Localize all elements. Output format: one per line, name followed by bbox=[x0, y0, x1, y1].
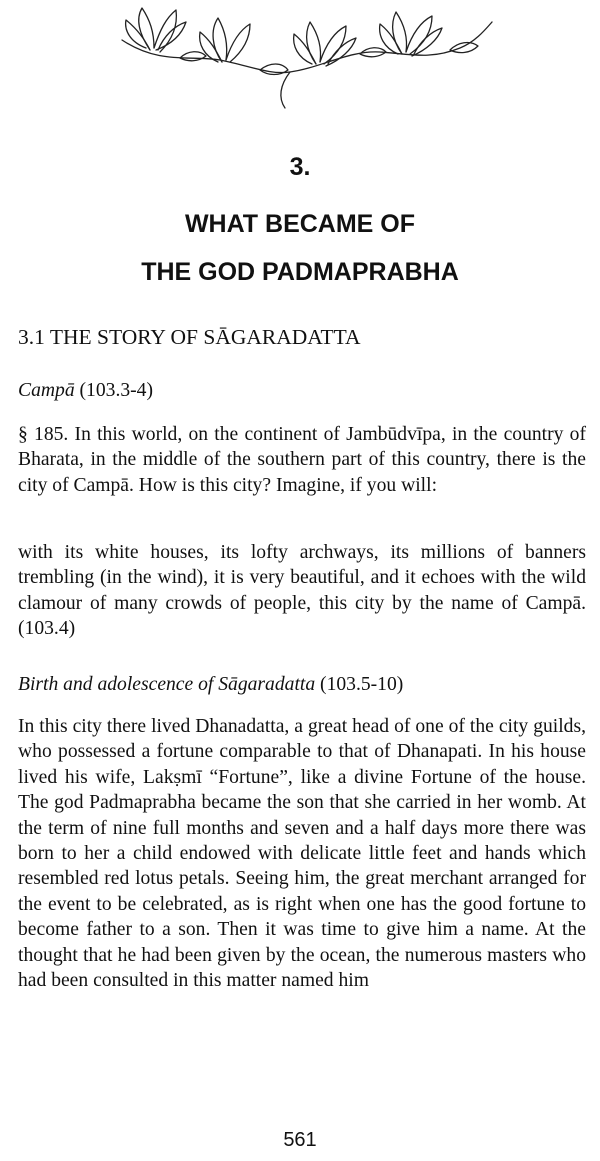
chapter-title-line-2: THE GOD PADMAPRABHA bbox=[141, 258, 459, 286]
subsection-title: Campā bbox=[18, 380, 75, 401]
chapter-title-line-1: WHAT BECAME OF bbox=[184, 210, 416, 238]
lotus-ornament-icon bbox=[120, 0, 500, 110]
chapter-title bbox=[0, 200, 600, 296]
subsection-heading-campa bbox=[18, 378, 586, 403]
chapter-number: 3. bbox=[289, 153, 311, 181]
subsection-ref: (103.5-10) bbox=[315, 674, 404, 695]
paragraph-verse: with its white houses, its lofty archways, its millions of banners trembling (in the wind), it is very beautiful, and it echoes with the wild clamour of many crowds of people, this city by the name of Campā. (103.4) bbox=[18, 542, 586, 640]
subsection-title: Birth and adolescence of Sāgaradatta bbox=[18, 674, 316, 695]
section-heading: 3.1 THE STORY OF SĀGARADATTA bbox=[18, 325, 361, 349]
subsection-ref: (103.3-4) bbox=[74, 380, 153, 401]
paragraph-185: § 185. In this world, on the continent of Jambūdvīpa, in the country of Bharata, in the middle of the southern part of this country, there is the city of Campā. How is this city? Imagine, if you will: bbox=[18, 424, 586, 496]
subsection-heading-birth bbox=[18, 672, 586, 697]
paragraph-birth: In this city there lived Dhanadatta, a great head of one of the city guilds, who possessed a fortune comparable to that of Dhanapati. In his house lived his wife, Lakṣmī “Fortune”, like a divine Fortune of the house. The god Padmaprabha became the son that she carried in her womb. At the term of nine full months and seven and a half days more there was born to her a child endowed with delicate little feet and hands which resembled red lotus petals. Seeing him, the great merchant arranged for the event to be celebrated, as is right when one has the good fortune to become father to a son. Then it was time to give him a name. At the thought that he had been given by the ocean, the numerous masters who had been consulted in this matter named him bbox=[18, 716, 586, 992]
page-number: 561 bbox=[283, 1129, 317, 1151]
